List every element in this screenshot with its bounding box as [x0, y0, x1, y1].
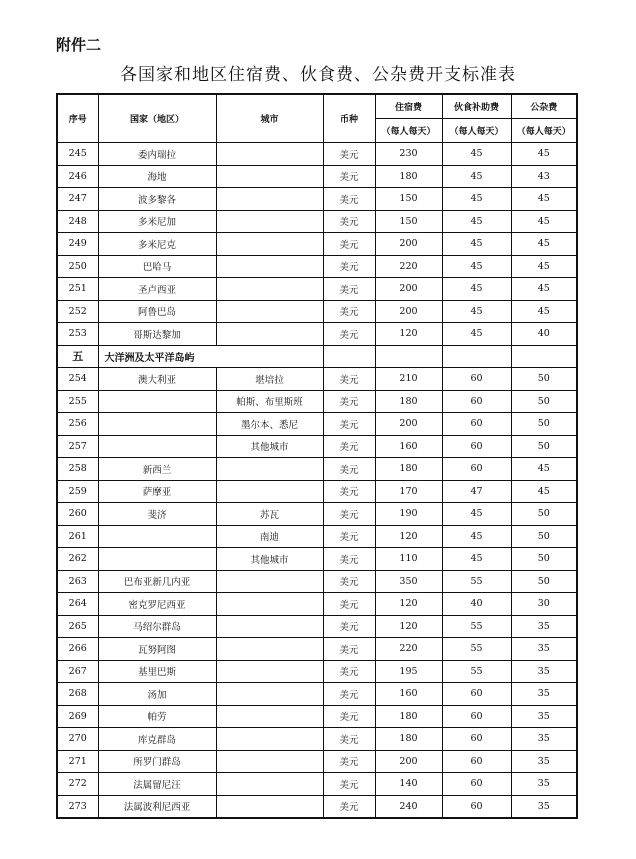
cell-no: 245 [57, 143, 98, 166]
cell-city [216, 210, 323, 233]
cell-city [216, 705, 323, 728]
cell-lodging: 200 [375, 750, 442, 773]
cell-currency: 美元 [323, 278, 375, 301]
header-no: 序号 [57, 94, 98, 143]
cell-lodging: 170 [375, 480, 442, 503]
attachment-label: 附件二 [56, 36, 102, 54]
cell-misc: 45 [511, 255, 577, 278]
cell-country: 海地 [98, 165, 216, 188]
cell-currency: 美元 [323, 503, 375, 526]
cell-no: 269 [57, 705, 98, 728]
cell-lodging: 200 [375, 278, 442, 301]
cell-misc: 45 [511, 188, 577, 211]
cell-lodging: 180 [375, 728, 442, 751]
cell-currency: 美元 [323, 773, 375, 796]
cell-misc: 50 [511, 525, 577, 548]
cell-lodging: 110 [375, 548, 442, 571]
cell-lodging: 140 [375, 773, 442, 796]
cell-no: 265 [57, 615, 98, 638]
cell-country: 多米尼克 [98, 233, 216, 256]
cell-no: 266 [57, 638, 98, 661]
cell-currency: 美元 [323, 368, 375, 391]
cell-city: 墨尔本、悉尼 [216, 413, 323, 436]
cell-country: 萨摩亚 [98, 480, 216, 503]
cell-country: 斐济 [98, 503, 216, 526]
cell-meal: 45 [442, 525, 511, 548]
cell-city [216, 480, 323, 503]
cell-misc: 40 [511, 323, 577, 346]
cell-lodging: 150 [375, 188, 442, 211]
cell-city [216, 795, 323, 818]
cell-lodging: 200 [375, 233, 442, 256]
cell-lodging: 180 [375, 458, 442, 481]
cell-misc: 50 [511, 413, 577, 436]
cell-currency: 美元 [323, 638, 375, 661]
cell-currency: 美元 [323, 660, 375, 683]
cell-currency: 美元 [323, 728, 375, 751]
cell-lodging: 190 [375, 503, 442, 526]
cell-meal: 60 [442, 683, 511, 706]
cell-no: 254 [57, 368, 98, 391]
cell-city: 南迪 [216, 525, 323, 548]
table-row [57, 683, 577, 706]
table-row [57, 165, 577, 188]
cell-no: 258 [57, 458, 98, 481]
region-row [57, 345, 577, 368]
cell-meal: 60 [442, 413, 511, 436]
cell-country: 波多黎各 [98, 188, 216, 211]
cell-currency: 美元 [323, 795, 375, 818]
cell-country: 马绍尔群岛 [98, 615, 216, 638]
cell-misc: 35 [511, 773, 577, 796]
cell-misc: 45 [511, 300, 577, 323]
cell-lodging: 120 [375, 615, 442, 638]
cell-misc: 50 [511, 368, 577, 391]
cell-misc: 50 [511, 570, 577, 593]
table-row [57, 143, 577, 166]
cell-meal: 45 [442, 548, 511, 571]
cell-city [216, 728, 323, 751]
cell-country: 阿鲁巴岛 [98, 300, 216, 323]
table-row [57, 615, 577, 638]
cell-country [98, 548, 216, 571]
cell-misc: 45 [511, 458, 577, 481]
table-row [57, 750, 577, 773]
cell-meal: 55 [442, 615, 511, 638]
cell-country: 巴布亚新几内亚 [98, 570, 216, 593]
cell-currency: 美元 [323, 593, 375, 616]
cell-currency: 美元 [323, 435, 375, 458]
cell-currency [323, 345, 375, 368]
cell-meal: 45 [442, 165, 511, 188]
cell-currency: 美元 [323, 750, 375, 773]
table-row [57, 593, 577, 616]
table-row [57, 548, 577, 571]
table-row [57, 210, 577, 233]
cell-no: 273 [57, 795, 98, 818]
cell-city: 苏瓦 [216, 503, 323, 526]
cell-no: 262 [57, 548, 98, 571]
cell-country: 基里巴斯 [98, 660, 216, 683]
table-row [57, 660, 577, 683]
table-row [57, 480, 577, 503]
cell-meal: 60 [442, 773, 511, 796]
cell-no: 264 [57, 593, 98, 616]
cell-city: 帕斯、布里斯班 [216, 390, 323, 413]
cell-currency: 美元 [323, 300, 375, 323]
cell-city: 堪培拉 [216, 368, 323, 391]
cell-country: 多米尼加 [98, 210, 216, 233]
cell-country: 所罗门群岛 [98, 750, 216, 773]
cell-country: 法属波利尼西亚 [98, 795, 216, 818]
cell-lodging: 120 [375, 323, 442, 346]
cell-misc: 35 [511, 750, 577, 773]
table-row [57, 413, 577, 436]
cell-currency: 美元 [323, 390, 375, 413]
cell-misc: 35 [511, 728, 577, 751]
cell-lodging: 230 [375, 143, 442, 166]
table-body [57, 143, 577, 819]
cell-currency: 美元 [323, 255, 375, 278]
cell-no: 259 [57, 480, 98, 503]
cell-no: 255 [57, 390, 98, 413]
region-name: 大洋洲及太平洋岛屿 [98, 345, 323, 368]
cell-misc: 35 [511, 795, 577, 818]
cell-currency: 美元 [323, 143, 375, 166]
cell-misc: 35 [511, 615, 577, 638]
cell-lodging: 150 [375, 210, 442, 233]
header-misc: 公杂费 [511, 94, 577, 119]
table-row [57, 255, 577, 278]
cell-no: 250 [57, 255, 98, 278]
cell-city [216, 165, 323, 188]
cell-misc: 45 [511, 278, 577, 301]
cell-no: 253 [57, 323, 98, 346]
cell-city [216, 233, 323, 256]
table-row [57, 435, 577, 458]
cell-no: 247 [57, 188, 98, 211]
cell-meal: 60 [442, 368, 511, 391]
table-row [57, 368, 577, 391]
cell-misc [511, 345, 577, 368]
cell-no: 256 [57, 413, 98, 436]
cell-no: 267 [57, 660, 98, 683]
cell-country: 澳大利亚 [98, 368, 216, 391]
header-meal: 伙食补助费 [442, 94, 511, 119]
cell-currency: 美元 [323, 525, 375, 548]
cell-city [216, 615, 323, 638]
cell-misc: 30 [511, 593, 577, 616]
cell-lodging: 180 [375, 165, 442, 188]
cell-meal: 45 [442, 233, 511, 256]
cell-currency: 美元 [323, 480, 375, 503]
cell-no: 261 [57, 525, 98, 548]
cell-meal: 60 [442, 750, 511, 773]
cell-meal: 55 [442, 638, 511, 661]
cell-lodging: 195 [375, 660, 442, 683]
cell-currency: 美元 [323, 705, 375, 728]
cell-meal: 60 [442, 458, 511, 481]
cell-misc: 50 [511, 503, 577, 526]
cell-city [216, 300, 323, 323]
table-row [57, 278, 577, 301]
cell-no: 270 [57, 728, 98, 751]
cell-meal: 55 [442, 570, 511, 593]
cell-meal: 45 [442, 503, 511, 526]
region-number: 五 [57, 345, 98, 368]
cell-city [216, 143, 323, 166]
cell-meal: 60 [442, 390, 511, 413]
cell-meal: 45 [442, 210, 511, 233]
cell-country: 圣卢西亚 [98, 278, 216, 301]
cell-currency: 美元 [323, 323, 375, 346]
cell-meal: 45 [442, 143, 511, 166]
cell-meal: 40 [442, 593, 511, 616]
cell-currency: 美元 [323, 548, 375, 571]
cell-lodging: 120 [375, 593, 442, 616]
cell-no: 260 [57, 503, 98, 526]
table-row [57, 638, 577, 661]
cell-lodging: 180 [375, 390, 442, 413]
cell-city [216, 773, 323, 796]
table-row [57, 458, 577, 481]
cell-misc: 50 [511, 390, 577, 413]
cell-no: 246 [57, 165, 98, 188]
cell-meal: 60 [442, 728, 511, 751]
table-row [57, 300, 577, 323]
cell-country [98, 390, 216, 413]
cell-misc: 45 [511, 480, 577, 503]
cell-lodging: 200 [375, 413, 442, 436]
cell-lodging: 200 [375, 300, 442, 323]
cell-misc: 45 [511, 210, 577, 233]
cell-lodging: 160 [375, 683, 442, 706]
header-city: 城市 [216, 94, 323, 143]
table-row [57, 390, 577, 413]
table-row [57, 525, 577, 548]
cell-currency: 美元 [323, 233, 375, 256]
cell-country: 法属留尼汪 [98, 773, 216, 796]
cell-city [216, 570, 323, 593]
header-lodging-unit: （每人每天） [375, 119, 442, 143]
cell-lodging: 240 [375, 795, 442, 818]
cell-lodging: 220 [375, 638, 442, 661]
header-misc-unit: （每人每天） [511, 119, 577, 143]
cell-lodging: 120 [375, 525, 442, 548]
cell-city: 其他城市 [216, 548, 323, 571]
cell-city [216, 188, 323, 211]
cell-country [98, 435, 216, 458]
cell-country: 库克群岛 [98, 728, 216, 751]
cell-misc: 35 [511, 705, 577, 728]
cell-no: 248 [57, 210, 98, 233]
cell-misc: 50 [511, 435, 577, 458]
cell-lodging: 180 [375, 705, 442, 728]
cell-currency: 美元 [323, 188, 375, 211]
header-lodging: 住宿费 [375, 94, 442, 119]
cell-city [216, 255, 323, 278]
cell-country: 帕劳 [98, 705, 216, 728]
table-row [57, 728, 577, 751]
cell-no: 271 [57, 750, 98, 773]
cell-city [216, 683, 323, 706]
cell-meal: 47 [442, 480, 511, 503]
cell-meal: 60 [442, 705, 511, 728]
cell-currency: 美元 [323, 683, 375, 706]
cell-country: 哥斯达黎加 [98, 323, 216, 346]
cell-meal: 45 [442, 188, 511, 211]
cell-meal: 45 [442, 278, 511, 301]
header-currency: 币种 [323, 94, 375, 143]
cell-country: 巴哈马 [98, 255, 216, 278]
cell-lodging: 220 [375, 255, 442, 278]
cell-country: 汤加 [98, 683, 216, 706]
cell-currency: 美元 [323, 458, 375, 481]
header-country: 国家（地区） [98, 94, 216, 143]
cell-lodging: 350 [375, 570, 442, 593]
cell-city [216, 278, 323, 301]
cell-country: 密克罗尼西亚 [98, 593, 216, 616]
cell-misc: 35 [511, 638, 577, 661]
cell-city [216, 638, 323, 661]
cell-no: 251 [57, 278, 98, 301]
cell-city [216, 660, 323, 683]
cell-misc: 50 [511, 548, 577, 571]
cell-lodging: 160 [375, 435, 442, 458]
cell-city [216, 458, 323, 481]
cell-country: 委内瑞拉 [98, 143, 216, 166]
cell-meal: 60 [442, 795, 511, 818]
cell-city: 其他城市 [216, 435, 323, 458]
table-row [57, 323, 577, 346]
cell-country [98, 413, 216, 436]
cell-currency: 美元 [323, 570, 375, 593]
cell-meal [442, 345, 511, 368]
cell-lodging: 210 [375, 368, 442, 391]
cell-misc: 45 [511, 233, 577, 256]
cell-misc: 43 [511, 165, 577, 188]
cell-city [216, 323, 323, 346]
cell-misc: 35 [511, 660, 577, 683]
table-row [57, 188, 577, 211]
cell-meal: 45 [442, 300, 511, 323]
cell-no: 263 [57, 570, 98, 593]
cell-country: 新西兰 [98, 458, 216, 481]
cell-meal: 55 [442, 660, 511, 683]
cell-misc: 45 [511, 143, 577, 166]
table-row [57, 233, 577, 256]
cell-no: 249 [57, 233, 98, 256]
table-row [57, 503, 577, 526]
cell-meal: 60 [442, 435, 511, 458]
table-row [57, 705, 577, 728]
header-meal-unit: （每人每天） [442, 119, 511, 143]
cell-city [216, 750, 323, 773]
cell-currency: 美元 [323, 210, 375, 233]
cell-meal: 45 [442, 323, 511, 346]
cell-currency: 美元 [323, 165, 375, 188]
cell-lodging [375, 345, 442, 368]
cell-no: 272 [57, 773, 98, 796]
standards-table [56, 93, 578, 819]
table-row [57, 773, 577, 796]
table-row [57, 795, 577, 818]
cell-currency: 美元 [323, 615, 375, 638]
cell-misc: 35 [511, 683, 577, 706]
cell-no: 268 [57, 683, 98, 706]
page-title: 各国家和地区住宿费、伙食费、公杂费开支标准表 [120, 65, 516, 85]
cell-country [98, 525, 216, 548]
cell-city [216, 593, 323, 616]
table-row [57, 570, 577, 593]
cell-meal: 45 [442, 255, 511, 278]
cell-no: 252 [57, 300, 98, 323]
cell-currency: 美元 [323, 413, 375, 436]
cell-no: 257 [57, 435, 98, 458]
cell-country: 瓦努阿图 [98, 638, 216, 661]
